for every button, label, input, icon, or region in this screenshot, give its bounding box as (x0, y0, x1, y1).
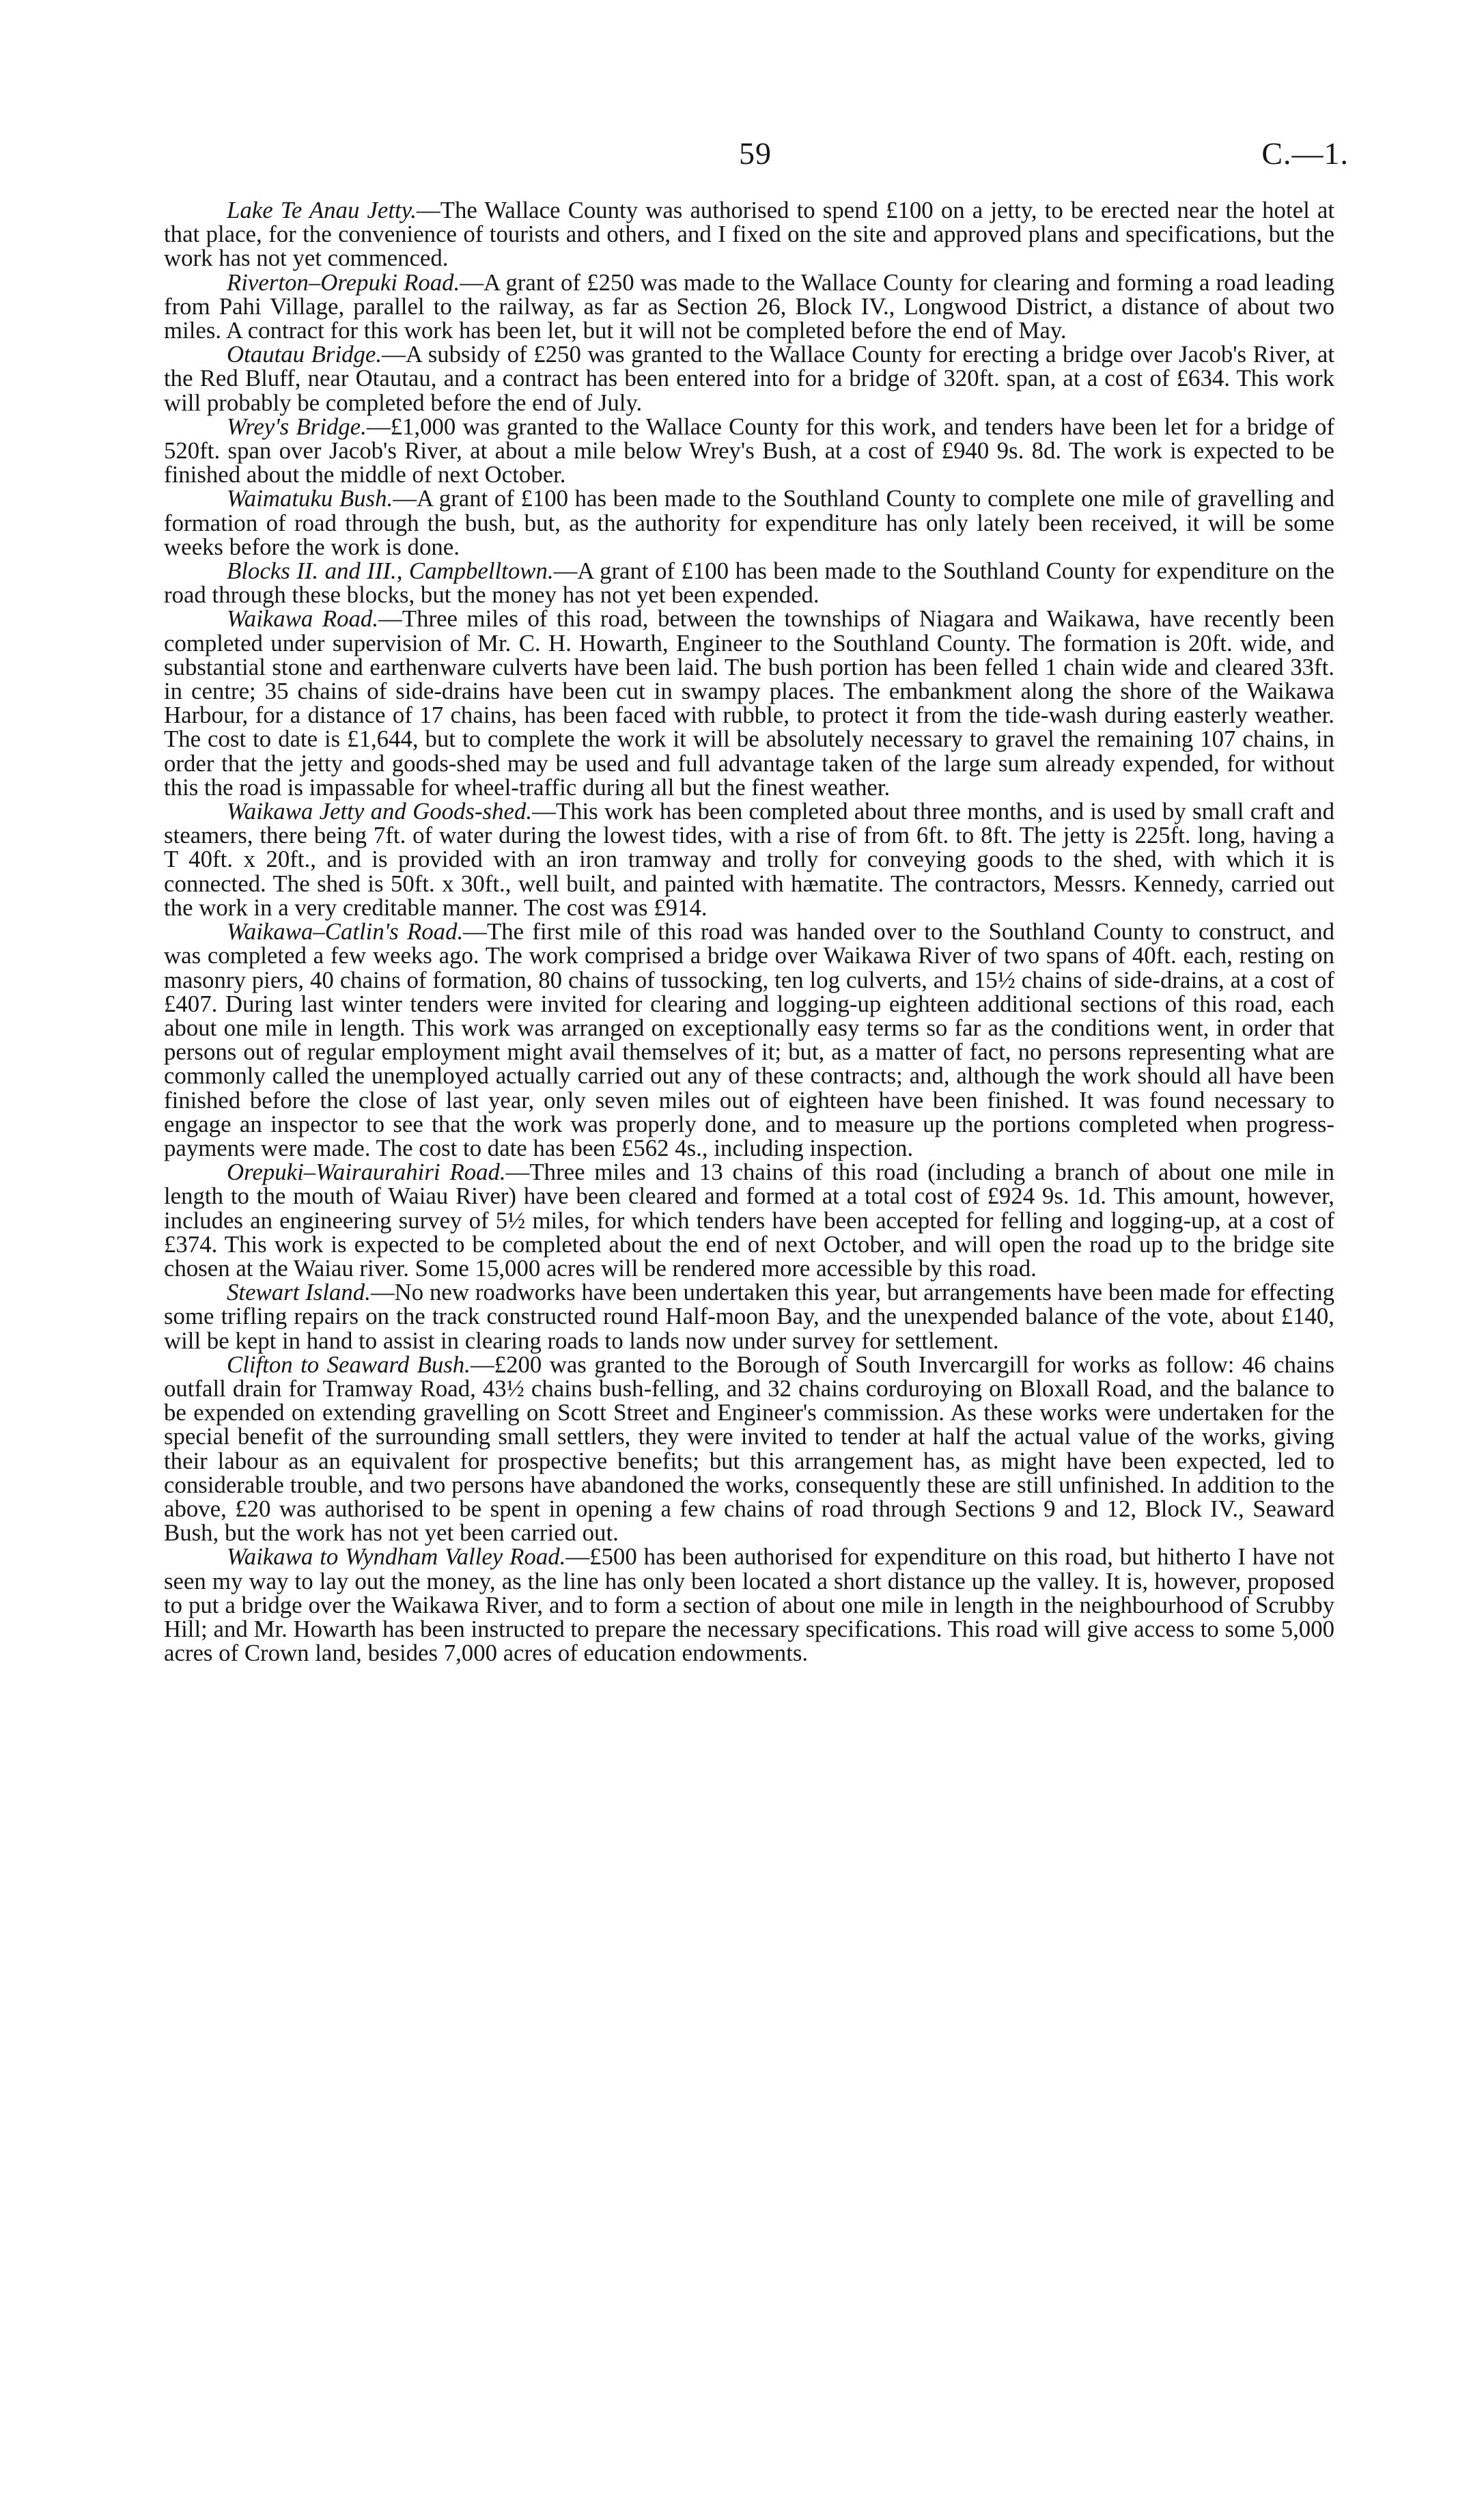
paragraph-text: —No new roadworks have been undertaken this year, but arrangements have been made for effecting some trifling repairs on the track constructed round Half-moon Bay, and the unexpended balance of the vote, about £140, will be kept in hand to assist in clearing roads to lands now under survey for settlement. (164, 1279, 1334, 1354)
paragraph-stewart-island (164, 1280, 1334, 1353)
paragraph-heading: Otautau Bridge. (227, 341, 382, 368)
paragraph-text: —Three miles and 13 chains of this road (including a branch of about one mile in length to the mouth of Waiau River) have been cleared and formed at a total cost of £924 9s. 1d. This amount, however, includes an engineering survey of 5½ miles, for which tenders have been accepted for felling and logging-up, at a cost of £374. This work is expected to be completed about the end of next October, and will open the road up to the bridge site chosen at the Waiau river. Some 15,000 acres will be rendered more accessible by this road. (164, 1159, 1334, 1282)
paragraph-heading: Waikawa Road. (227, 605, 379, 633)
paragraph-text: —A grant of £100 has been made to the Southland County to complete one mile of gravelling and formation of road through the bush, but, as the authority for expenditure has only lately been received, it will be some weeks before the work is done. (164, 485, 1334, 560)
paragraph-text: —A grant of £250 was made to the Wallace County for clearing and forming a road leading from Pahi Village, parallel to the railway, as far as Section 26, Block IV., Longwood District, a distance of about two miles. A contract for this work has been let, but it will not be completed before the end of May. (164, 268, 1334, 344)
paragraph-waikawa-catlins-road (164, 920, 1334, 1160)
paragraph-campbelltown-blocks (164, 559, 1334, 607)
paragraph-riverton-orepuki-road (164, 268, 1334, 344)
paragraph-heading: Waikawa Jetty and Goods-shed. (227, 798, 533, 825)
paragraph-heading: Waikawa–Catlin's Road. (227, 918, 464, 945)
paragraph-text: —£200 was granted to the Borough of South Invercargill for works as follow: 46 chains outfall drain for Tramway Road, 43½ chains bush-felling, and 32 chains corduroying on Bloxall Road, and the balance to be expended on extending gravelling on Scott Street and Engineer's commission. As these works were undertaken for the special benefit of the surrounding small settlers, they were invited to tender at half the actual value of the works, giving their labour as an equivalent for prospective benefits; but this arrangement has, as might have been expected, led to considerable trouble, and two persons have abandoned the works, consequently these are still unfinished. In addition to the above, £20 was authorised to be spent in opening a few chains of road through Sections 9 and 12, Block IV., Seaward Bush, but the work has not yet been carried out. (164, 1351, 1334, 1547)
report-body (164, 198, 1334, 1665)
paragraph-text: —Three miles of this road, between the townships of Niagara and Waikawa, have recently been completed under supervision of Mr. C. H. Howarth, Engineer to the Southland County. The formation is 20ft. wide, and substantial stone and earthenware culverts have been laid. The bush portion has been felled 1 chain wide and cleared 33ft. in centre; 35 chains of side-drains have been cut in swampy places. The embankment along the shore of the Waikawa Harbour, for a distance of 17 chains, has been faced with rubble, to protect it from the tide-wash during easterly weather. The cost to date is £1,644, but to complete the work it will be absolutely necessary to gravel the remaining 107 chains, in order that the jetty and goods-shed may be used and full advantage taken of the large sum already expended, for without this the road is impassable for wheel-traffic during all but the finest weather. (164, 605, 1334, 801)
paragraph-heading: Waikawa to Wyndham Valley Road. (227, 1543, 566, 1571)
paragraph-text: —A subsidy of £250 was granted to the Wallace County for erecting a bridge over Jacob's River, at the Red Bluff, near Otautau, and a contract has been entered into for a bridge of 320ft. span, at a cost of £634. This work will probably be completed before the end of July. (164, 341, 1334, 416)
paragraph-text: —This work has been completed about three months, and is used by small craft and steamers, there being 7ft. of water during the lowest tides, with a rise of from 6ft. to 8ft. The jetty is 225ft. long, having a T 40ft. x 20ft., and is provided with an iron tramway and trolly for conveying goods to the shed, with which it is connected. The shed is 50ft. x 30ft., well built, and painted with hæmatite. The contractors, Messrs. Kennedy, carried out the work in a very creditable manner. The cost was £914. (164, 798, 1334, 921)
paragraph-clifton-to-seaward-bush (164, 1353, 1334, 1545)
paragraph-otautau-bridge (164, 342, 1334, 415)
page-number: 59 (739, 136, 772, 171)
paragraph-heading: Wrey's Bridge. (227, 413, 367, 440)
paragraph-lake-te-anau-jetty (164, 198, 1334, 271)
paragraph-orepuki-wairaurahiri-road (164, 1160, 1334, 1280)
paragraph-text: —The Wallace County was authorised to spend £100 on a jetty, to be erected near the hotel at that place, for the convenience of tourists and others, and I fixed on the site and approved plans and specifications, but the work has not yet commenced. (164, 197, 1334, 272)
paragraph-text: —£500 has been authorised for expenditure on this road, but hitherto I have not seen my way to lay out the money, as the line has only been located a short distance up the valley. It is, however, proposed to put a bridge over the Waikawa River, and to form a section of about one mile in length in the neighbourhood of Scrubby Hill; and Mr. Howarth has been instructed to prepare the necessary specifications. This road will give access to some 5,000 acres of Crown land, besides 7,000 acres of education endowments. (164, 1543, 1334, 1667)
paragraph-heading: Riverton–Orepuki Road. (227, 268, 460, 296)
paragraph-heading: Clifton to Seaward Bush. (227, 1351, 471, 1378)
paragraph-waikawa-jetty (164, 799, 1334, 920)
paragraph-heading: Stewart Island. (227, 1279, 371, 1306)
paragraph-waikawa-to-wyndham-valley-road (164, 1545, 1334, 1665)
paragraph-heading: Orepuki–Wairaurahiri Road. (227, 1159, 506, 1186)
document-code: C.—1. (1261, 136, 1349, 171)
paragraph-wreys-bridge (164, 415, 1334, 487)
paragraph-heading: Lake Te Anau Jetty. (227, 197, 417, 223)
paragraph-text: —A grant of £100 has been made to the Southland County for expenditure on the road through these blocks, but the money has not yet been expended. (164, 557, 1334, 609)
paragraph-waikawa-road (164, 607, 1334, 799)
paragraph-heading: Waimatuku Bush. (227, 485, 393, 512)
paragraph-text: —£1,000 was granted to the Wallace County for this work, and tenders have been let for a bridge of 520ft. span over Jacob's River, at about a mile below Wrey's Bush, at a cost of £940 9s. 8d. The work is expected to be finished about the middle of next October. (164, 413, 1334, 488)
paragraph-waimatuku-bush (164, 486, 1334, 559)
paragraph-heading: Blocks II. and III., Campbelltown. (227, 557, 554, 585)
paragraph-text: —The first mile of this road was handed over to the Southland County to construct, and was completed a few weeks ago. The work comprised a bridge over Waikawa River of two spans of 40ft. each, resting on masonry piers, 40 chains of formation, 80 chains of tussocking, ten log culverts, and 15½ chains of side-drains, at a cost of £407. During last winter tenders were invited for clearing and logging-up eighteen additional sections of this road, each about one mile in length. This work was arranged on exceptionally easy terms so far as the conditions went, in order that persons out of regular employment might avail themselves of it; but, as a matter of fact, no persons representing what are commonly called the unemployed actually carried out any of these contracts; and, although the work should all have been finished before the close of last year, only seven miles out of eighteen have been finished. It was found necessary to engage an inspector to see that the work was properly done, and to measure up the portions completed when progress-payments were made. The cost to date has been £562 4s., including inspection. (164, 918, 1334, 1161)
